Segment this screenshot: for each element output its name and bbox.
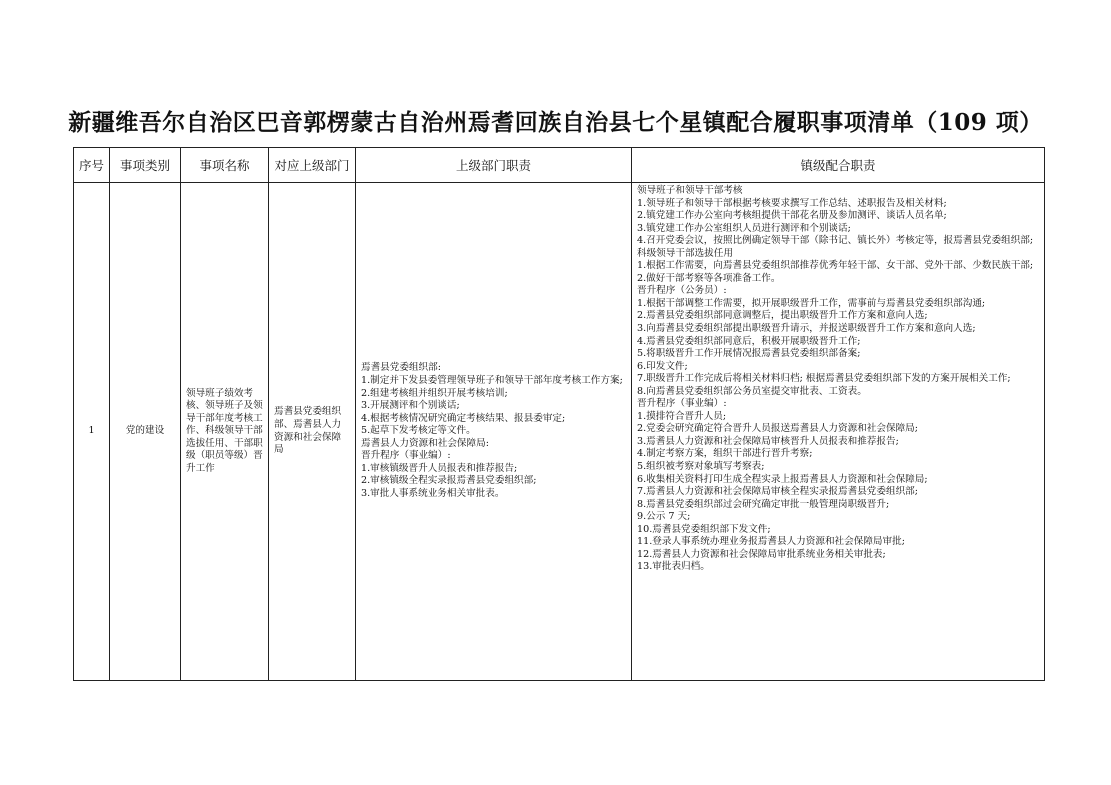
upper-duty-line: 2.组建考核组并组织开展考核培训; — [361, 387, 508, 399]
town-duty-line: 1.摸排符合晋升人员; — [637, 410, 727, 422]
header-name: 事项名称 — [181, 148, 269, 183]
town-duty-line: 8.向焉耆县党委组织部公务员室提交审批表、工资表。 — [637, 385, 867, 397]
town-duty-line: 晋升程序（公务员）: — [637, 285, 727, 297]
town-duty-line: 5.将职级晋升工作开展情况报焉耆县党委组织部备案; — [637, 348, 861, 360]
town-duty-line: 晋升程序（事业编）: — [637, 398, 727, 410]
row-name: 领导班子绩效考核、领导班子及领导干部年度考核工作、科级领导干部选拔任用、干部职级（职员等级）晋升工作 — [181, 183, 269, 681]
upper-duty-line: 焉耆县党委组织部: — [361, 362, 441, 374]
upper-duty-line: 4.根据考核情况研究确定考核结果、报县委审定; — [361, 412, 566, 424]
town-duty-line: 8.焉耆县党委组织部过会研究确定审批一般管理岗职级晋升; — [637, 498, 890, 510]
table-row — [74, 183, 1045, 681]
town-duty-line: 10.焉耆县党委组织部下发文件; — [637, 523, 771, 535]
town-duty-line: 2.党委会研究确定符合晋升人员报送焉耆县人力资源和社会保障局; — [637, 423, 919, 435]
upper-duty-line: 焉耆县人力资源和社会保障局: — [361, 437, 489, 449]
town-duty-line: 3.焉耆县人力资源和社会保障局审核晋升人员报表和推荐报告; — [637, 435, 899, 447]
town-duty-line: 6.收集相关资料打印生成全程实录上报焉耆县人力资源和社会保障局; — [637, 473, 928, 485]
town-duty-line: 9.公示 7 天; — [637, 511, 691, 523]
upper-duty-line: 1.审核镇级晋升人员报表和推荐报告; — [361, 462, 518, 474]
upper-duty-line: 1.制定并下发县委管理领导班子和领导干部年度考核工作方案; — [361, 375, 623, 387]
row-upper-duty — [356, 183, 632, 681]
upper-duty-line: 2.审核镇级全程实录报焉耆县党委组织部; — [361, 475, 537, 487]
town-duty-line: 2.焉耆县党委组织部同意调整后，提出职级晋升工作方案和意向人选; — [637, 310, 928, 322]
town-duty-line: 12.焉耆县人力资源和社会保障局审批系统业务相关审批表; — [637, 548, 886, 560]
row-num: 1 — [74, 183, 110, 681]
town-duty-line: 2.镇党建工作办公室向考核组提供干部花名册及参加测评、谈话人员名单; — [637, 210, 947, 222]
town-duty-line: 1.根据工作需要，向焉耆县党委组织部推荐优秀年轻干部、女干部、党外干部、少数民族干部; — [637, 260, 1034, 272]
row-dept: 焉耆县党委组织部、焉耆县人力资源和社会保障局 — [269, 183, 356, 681]
town-duty-line: 3.镇党建工作办公室组织人员进行测评和个别谈话; — [637, 222, 851, 234]
header-upper-duty: 上级部门职责 — [356, 148, 632, 183]
row-category: 党的建设 — [110, 183, 181, 681]
town-duty-line: 领导班子和领导干部考核 — [637, 185, 743, 196]
town-duty-line: 2.做好干部考察等各项准备工作。 — [637, 272, 781, 284]
row-town-duty — [632, 183, 1045, 681]
town-duty-line: 1.根据干部调整工作需要，拟开展职级晋升工作，需事前与焉耆县党委组织部沟通; — [637, 297, 986, 309]
town-duty-line: 11.登录人事系统办理业务报焉耆县人力资源和社会保障局审批; — [637, 536, 905, 548]
town-duty-line: 7.职级晋升工作完成后将相关材料归档; 根据焉耆县党委组织部下发的方案开展相关工作; — [637, 373, 1011, 385]
duty-table — [73, 147, 1045, 681]
upper-duty-line: 3.开展测评和个别谈话; — [361, 400, 460, 412]
town-duty-line: 科级领导干部选拔任用 — [637, 247, 733, 259]
header-num: 序号 — [74, 148, 110, 183]
town-duty-line: 13.审批表归档。 — [637, 561, 710, 573]
page-title: 新疆维吾尔自治区巴音郭楞蒙古自治州焉耆回族自治县七个星镇配合履职事项清单（109 项） — [68, 109, 1043, 136]
town-duty-line: 4.制定考察方案，组织干部进行晋升考察; — [637, 448, 813, 460]
town-duty-line: 3.向焉耆县党委组织部提出职级晋升请示，并报送职级晋升工作方案和意向人选; — [637, 323, 976, 335]
town-duty-line: 4.焉耆县党委组织部同意后，积极开展职级晋升工作; — [637, 335, 861, 347]
town-duty-line: 1.领导班子和领导干部根据考核要求撰写工作总结、述职报告及相关材料; — [637, 197, 947, 209]
town-duty-line: 6.印发文件; — [637, 360, 688, 372]
header-town-duty: 镇级配合职责 — [632, 148, 1045, 183]
table-header-row — [74, 148, 1045, 183]
town-duty-line: 7.焉耆县人力资源和社会保障局审核全程实录报焉耆县党委组织部; — [637, 486, 919, 498]
upper-duty-line: 5.起草下发考核定等文件。 — [361, 425, 476, 437]
header-dept: 对应上级部门 — [269, 148, 356, 183]
town-duty-line: 5.组织被考察对象填写考察表; — [637, 461, 765, 473]
upper-duty-line: 晋升程序（事业编）: — [361, 450, 451, 462]
header-category: 事项类别 — [110, 148, 181, 183]
upper-duty-line: 3.审批人事系统业务相关审批表。 — [361, 487, 505, 499]
town-duty-line: 4.召开党委会议，按照比例确定领导干部（除书记、镇长外）考核定等，报焉耆县党委组织部; — [637, 235, 1034, 247]
